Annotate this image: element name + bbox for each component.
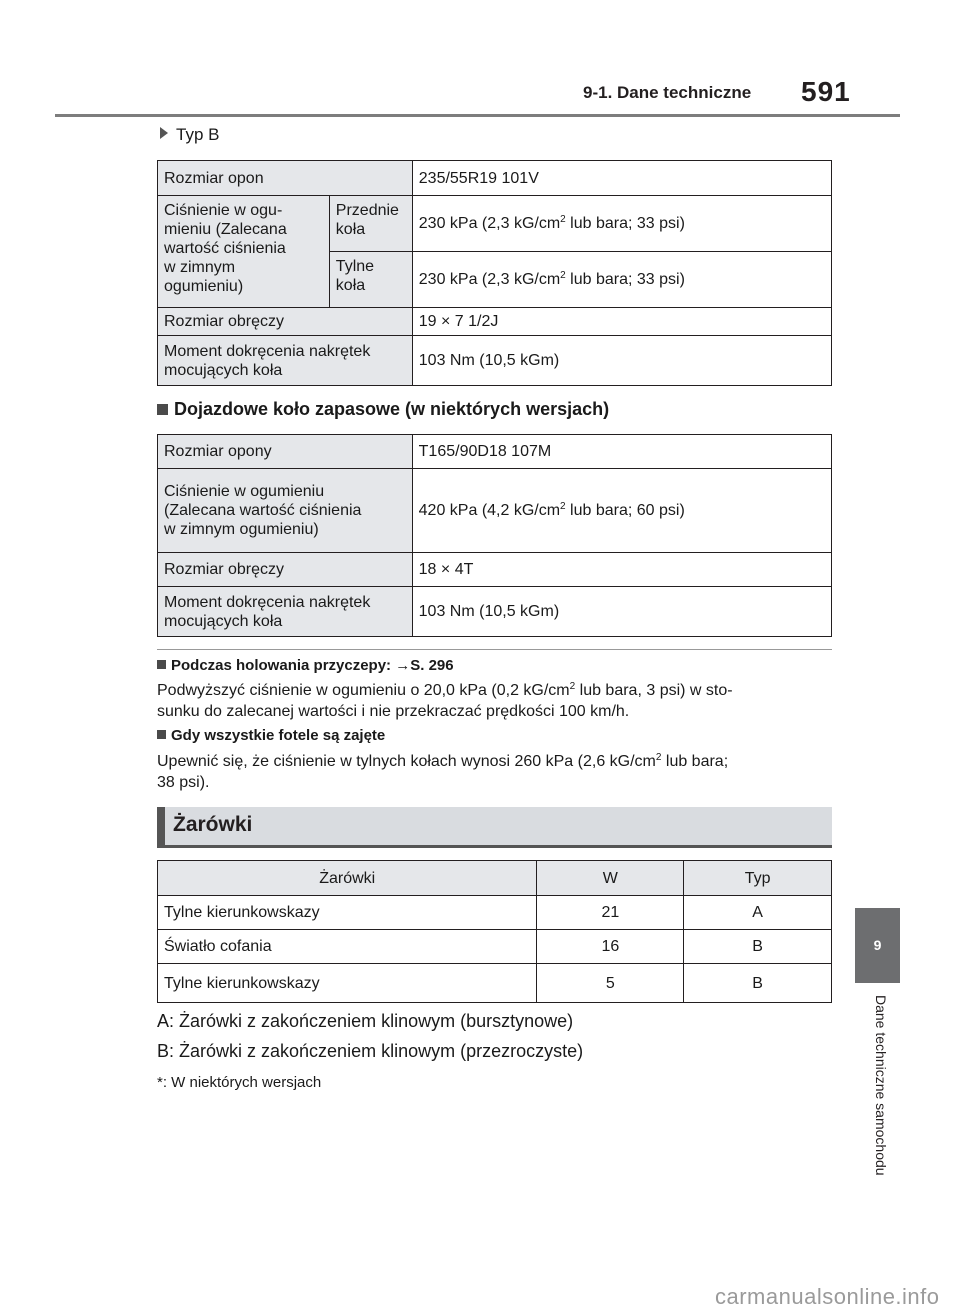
spare-wheel-table [157,434,832,637]
rear-wheels-label: Tylne koła [329,252,412,308]
header-divider [55,114,900,117]
bulbs-section-title: Żarówki [173,813,253,836]
spare-pressure-label: Ciśnienie w ogumieniu (Zalecana wartość ciśnienia w zimnym ogumieniu) [158,469,413,553]
spare-torque-label: Moment dokręcenia nakrętek mocujących koła [158,587,413,637]
table-row [158,553,832,587]
rim-size-label: Rozmiar obręczy [158,308,413,336]
rear-pressure-text: 230 kPa (2,3 kG/cm [418,271,561,288]
front-pressure-text: 230 kPa (2,3 kG/cm [418,215,561,232]
spare-rim-value: 18 × 4T [412,553,831,587]
towing-note-text [157,680,832,722]
spare-wheel-heading [157,399,609,420]
seats-note-text-a: Upewnić się, że ciśnienie w tylnych kołach wynosi 260 kPa (2,6 kG/cm [157,753,656,770]
notes-divider [157,649,832,650]
spare-tire-size-label: Rozmiar opony [158,435,413,469]
bulb-watts-cell: 5 [537,964,684,1003]
bulbs-section-band [157,807,832,848]
seats-note-text [157,751,832,793]
front-pressure-value [412,196,831,252]
seats-note-heading [157,727,385,744]
spare-pressure-text-end: lub bara; 60 psi) [565,502,685,519]
bulb-type-cell: A [684,896,832,930]
spare-wheel-title: Dojazdowe koło zapasowe (w niektórych wersjach) [174,399,610,419]
bulbs-table [157,860,832,1003]
type-heading [160,125,219,145]
tire-spec-table [157,160,832,386]
chapter-side-label: Dane techniczne samochodu [873,995,889,1176]
towing-note-heading [157,657,454,674]
spare-pressure-sup: 2 [560,501,566,512]
table-header-row [158,861,832,896]
bulb-name-cell: Tylne kierunkowskazy [158,964,537,1003]
front-pressure-sup: 2 [560,214,566,225]
rear-pressure-value [412,252,831,308]
bulb-name-cell: Tylne kierunkowskazy [158,896,537,930]
rear-pressure-sup: 2 [560,270,566,281]
table-row [158,469,832,553]
spare-rim-label: Rozmiar obręczy [158,553,413,587]
seats-note-sup: 2 [655,752,662,763]
chapter-tab[interactable]: 9 [855,908,900,983]
watermark: carmanualsonline.info [715,1284,940,1309]
table-row [158,435,832,469]
footnote: *: W niektórych wersjach [157,1074,322,1091]
towing-note-text-b: lub bara, 3 psi) w sto- sunku do zalecanej wartości i nie przekraczać prędkości 100 km/h. [157,682,733,720]
square-bullet-icon [157,660,166,669]
spare-torque-value: 103 Nm (10,5 kGm) [412,587,831,637]
section-bar-accent [157,807,165,845]
square-bullet-icon [157,404,168,415]
spare-pressure-text: 420 kPa (4,2 kG/cm [418,502,561,519]
torque-label: Moment dokręcenia nakrętek mocujących koła [158,336,413,386]
section-title: 9-1. Dane techniczne [583,83,752,102]
bulb-watts-cell: 21 [537,896,684,930]
bulb-type-cell: B [684,930,832,964]
towing-note-text-a: Podwyższyć ciśnienie w ogumieniu o 20,0 kPa (0,2 kG/cm [157,682,570,699]
table-row [158,196,832,252]
rear-pressure-text-end: lub bara; 33 psi) [565,271,685,288]
tire-size-label: Rozmiar opon [158,161,413,196]
type-label: Typ B [176,125,220,144]
legend-b: B: Żarówki z zakończeniem klinowym (przezroczyste) [157,1041,584,1061]
triangle-bullet-icon [160,127,168,139]
col-header-type: Typ [684,861,832,896]
table-row [158,930,832,964]
towing-note-title: Podczas holowania przyczepy: →S. 296 [171,657,454,674]
spare-pressure-value [412,469,831,553]
table-row [158,964,832,1003]
seats-note-title: Gdy wszystkie fotele są zajęte [171,727,386,744]
table-row [158,308,832,336]
square-bullet-icon [157,730,166,739]
seats-note-text-b: lub bara; 38 psi). [157,753,729,791]
bulb-watts-cell: 16 [537,930,684,964]
bulb-name-cell: Światło cofania [158,930,537,964]
pressure-label: Ciśnienie w ogu- mieniu (Zalecana wartość ciśnienia w zimnym ogumieniu) [158,196,330,308]
legend-a: A: Żarówki z zakończeniem klinowym (bursztynowe) [157,1011,574,1031]
torque-value: 103 Nm (10,5 kGm) [412,336,831,386]
table-row [158,336,832,386]
table-row [158,896,832,930]
towing-note-sup: 2 [569,681,576,692]
spare-tire-size-value: T165/90D18 107M [412,435,831,469]
front-wheels-label: Przednie koła [329,196,412,252]
front-pressure-text-end: lub bara; 33 psi) [565,215,685,232]
col-header-watts: W [537,861,684,896]
tire-size-value: 235/55R19 101V [412,161,831,196]
bulb-type-cell: B [684,964,832,1003]
col-header-bulbs: Żarówki [158,861,537,896]
page-number: 591 [801,76,851,107]
rim-size-value: 19 × 7 1/2J [412,308,831,336]
table-row [158,587,832,637]
table-row [158,161,832,196]
